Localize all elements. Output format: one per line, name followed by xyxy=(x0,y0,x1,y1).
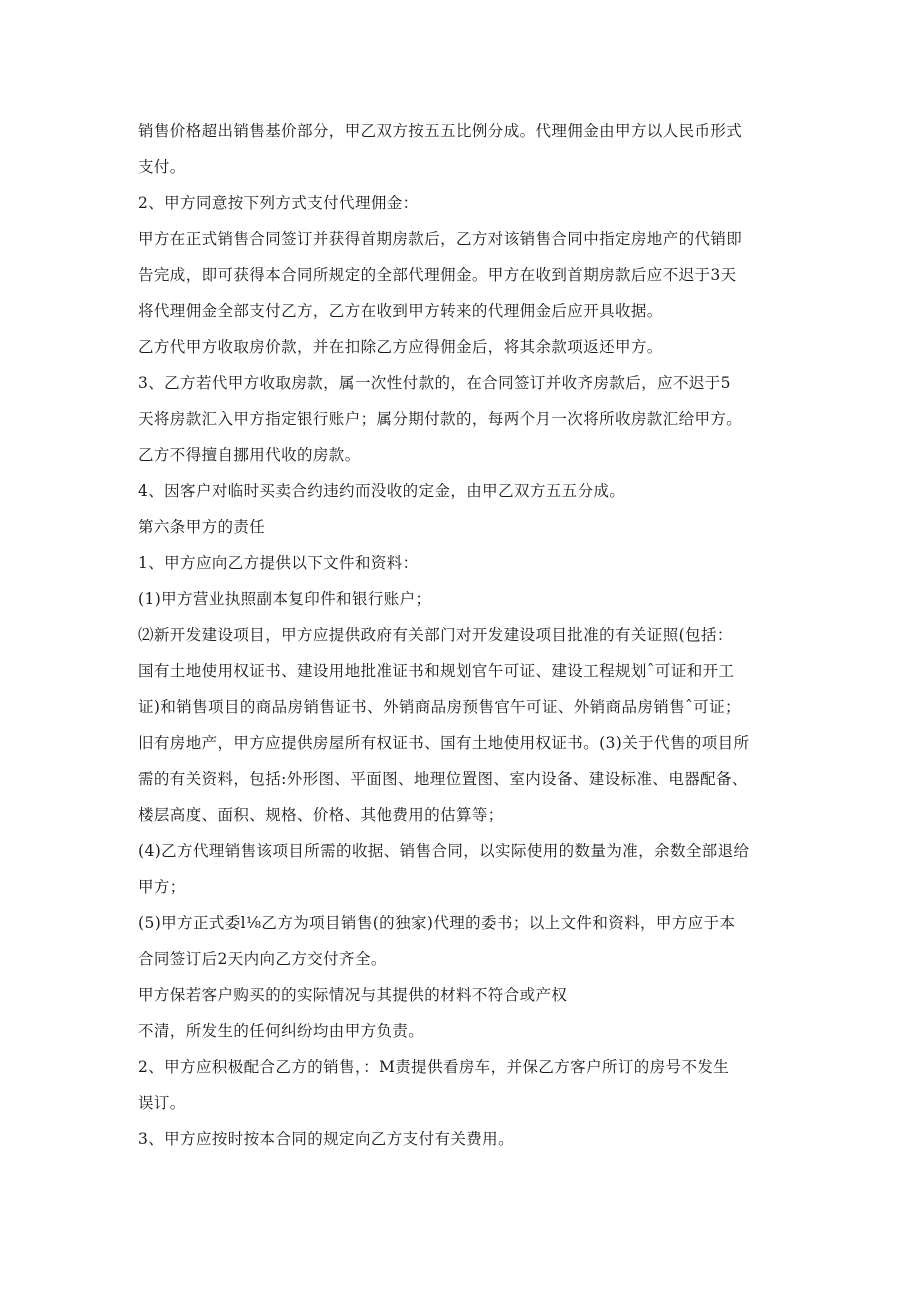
text-line: 1、甲方应向乙方提供以下文件和资料： xyxy=(138,554,419,572)
text-line: ⑵新开发建设项目，甲方应提供政府有关部门对开发建设项目批准的有关证照(包括： xyxy=(138,626,733,644)
text-line: 销售价格超出销售基价部分，甲乙双方按五五比例分成。代理佣金由甲方以人民币形式 xyxy=(138,122,743,140)
document-body xyxy=(138,113,798,1157)
text-line: 3、甲方应按时按本合同的规定向乙方支付有关费用。 xyxy=(138,1130,514,1148)
text-line: 证)和销售项目的商品房销售证书、外销商品房预售官午可证、外销商品房销售ˆ可证； xyxy=(138,698,741,716)
text-line: 将代理佣金全部支付乙方，乙方在收到甲方转来的代理佣金后应开具收据。 xyxy=(138,302,663,320)
text-line: (1)甲方营业执照副本复印件和银行账户； xyxy=(138,590,432,608)
text-line: 4、因客户对临时买卖合约违约而没收的定金，由甲乙双方五五分成。 xyxy=(138,482,626,500)
text-line: 乙方不得擅自挪用代收的房款。 xyxy=(138,446,361,464)
text-line: 合同签订后2天内向乙方交付齐全。 xyxy=(138,950,387,968)
section-heading: 第六条甲方的责任 xyxy=(138,518,266,536)
text-line: 误订。 xyxy=(138,1094,186,1112)
text-line: 需的有关资料，包括:外形图、平面图、地理位置图、室内设备、建设标准、电器配备、 xyxy=(138,770,748,788)
text-line: 告完成，即可获得本合同所规定的全部代理佣金。甲方在收到首期房款后应不迟于3天 xyxy=(138,266,737,284)
text-line: 支付。 xyxy=(138,158,186,176)
text-line: 旧有房地产，甲方应提供房屋所有权证书、国有土地使用权证书。(3)关于代售的项目所 xyxy=(138,734,750,752)
text-line: 甲方在正式销售合同签订并获得首期房款后，乙方对该销售合同中指定房地产的代销即 xyxy=(138,230,743,248)
text-line: 甲方； xyxy=(138,878,186,896)
text-line: (5)甲方正式委l⅛乙方为项目销售(的独家)代理的委书；以上文件和资料，甲方应于本 xyxy=(138,914,736,932)
text-line: 不清，所发生的任何纠纷均由甲方负责。 xyxy=(138,1022,425,1040)
text-line: 2、甲方应积极配合乙方的销售，：M责提供看房车，并保乙方客户所订的房号不发生 xyxy=(138,1058,730,1076)
text-line: (4)乙方代理销售该项目所需的收据、销售合同，以实际使用的数量为准，余数全部退给 xyxy=(138,842,750,860)
text-line: 3、乙方若代甲方收取房款，属一次性付款的，在合同签订并收齐房款后，应不迟于5 xyxy=(138,374,731,392)
text-line: 2、甲方同意按下列方式支付代理佣金： xyxy=(138,194,419,212)
text-line: 乙方代甲方收取房价款，并在扣除乙方应得佣金后，将其余款项返还甲方。 xyxy=(138,338,663,356)
text-line: 楼层高度、面积、规格、价格、其他费用的估算等； xyxy=(138,806,504,824)
text-line: 甲方保若客户购买的的实际情况与其提供的材料不符合或产权 xyxy=(138,986,568,1004)
text-line: 国有土地使用权证书、建设用地批准证书和规划官午可证、建设工程规划ˆ可证和开工 xyxy=(138,662,735,680)
text-line: 天将房款汇入甲方指定银行账户；属分期付款的，每两个月一次将所收房款汇给甲方。 xyxy=(138,410,743,428)
